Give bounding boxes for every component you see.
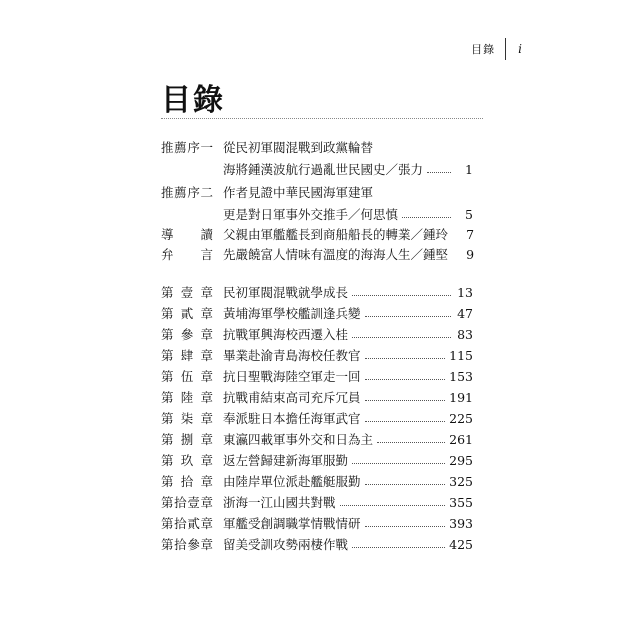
- toc-entry-title: 從民初軍閥混戰到政黨輪替: [223, 140, 374, 155]
- toc-entry-label: 第 陸 章: [161, 390, 213, 405]
- toc-chapter-row[interactable]: [161, 282, 473, 302]
- toc-entry-title: 黃埔海軍學校艦訓逢兵變: [223, 306, 361, 321]
- toc-chapter-row[interactable]: [161, 534, 473, 554]
- toc-chapter-row[interactable]: [161, 492, 473, 512]
- toc-page-number: 83: [457, 326, 473, 342]
- toc-page-number: 9: [466, 246, 475, 262]
- dot-leader: [377, 442, 445, 443]
- dot-leader: [352, 463, 445, 464]
- toc-entry-label: 第 拾 章: [161, 474, 213, 489]
- toc-entry-label: 第 拾 參 章: [161, 537, 213, 552]
- toc-entry-title: 抗戰軍興海校西遷入桂: [223, 327, 349, 342]
- toc-page-number: 425: [449, 536, 473, 552]
- toc-page-number: 191: [449, 389, 473, 405]
- toc-entry-title: 民初軍閥混戰就學成長: [223, 285, 349, 300]
- dot-leader: [352, 547, 445, 548]
- dot-leader: [365, 316, 451, 317]
- toc-entry-label: 推 薦 序 一: [161, 140, 213, 155]
- toc-page-number: 325: [449, 473, 473, 489]
- toc-entry-title: 更是對日軍事外交推手／何思慎: [223, 207, 399, 222]
- toc-chapter-row[interactable]: [161, 450, 473, 470]
- toc-entry-label: 第 拾 貳 章: [161, 516, 213, 531]
- toc-entry-title: 作者見證中華民國海軍建軍: [223, 185, 374, 200]
- dot-leader: [365, 526, 446, 527]
- header-divider: [505, 38, 506, 60]
- toc-entry-label: 第 捌 章: [161, 432, 213, 447]
- toc-entry-label: 第 玖 章: [161, 453, 213, 468]
- toc-chapter-row[interactable]: [161, 345, 473, 365]
- toc-entry-label: 第 壹 章: [161, 285, 213, 300]
- toc-entry-label: 第 拾 壹 章: [161, 495, 213, 510]
- toc-entry-title: 浙海一江山國共對戰: [223, 495, 336, 510]
- toc-entry-label: 第 貳 章: [161, 306, 213, 321]
- toc-page-number: 225: [449, 410, 473, 426]
- toc-chapter-row[interactable]: [161, 513, 473, 533]
- toc-entry-title: 由陸岸單位派赴艦艇服勤: [223, 474, 361, 489]
- toc-entry-title: 抗日聖戰海陸空軍走一回: [223, 369, 361, 384]
- toc-entry-title: 海將鍾漢波航行過亂世民國史／張力: [223, 162, 424, 177]
- toc-page-number: 393: [449, 515, 473, 531]
- toc-page-number: 7: [466, 226, 475, 242]
- dot-leader: [365, 484, 446, 485]
- toc-page-number: 47: [457, 305, 473, 321]
- toc-page-number: 115: [449, 347, 473, 363]
- toc-row[interactable]: [161, 224, 473, 244]
- toc-entry-title: 軍艦受創調職掌情戰情研: [223, 516, 361, 531]
- toc-entry-label: 推 薦 序 二: [161, 185, 213, 200]
- toc-entry-label: 第 伍 章: [161, 369, 213, 384]
- header-title: 目錄: [471, 43, 496, 56]
- toc-row[interactable]: [161, 244, 473, 264]
- toc-entry-label: 弁 言: [161, 247, 213, 262]
- dot-leader: [402, 217, 451, 218]
- toc-entry-title: 抗戰甫結束高司充斥冗員: [223, 390, 361, 405]
- toc-chapter-row[interactable]: [161, 324, 473, 344]
- toc-title: 目錄: [161, 83, 225, 118]
- toc-entry-title: 畢業赴渝青島海校任教官: [223, 348, 361, 363]
- toc-chapter-row[interactable]: [161, 429, 473, 449]
- toc-entry-title: 先嚴饒富人情味有溫度的海海人生／鍾堅: [223, 247, 449, 262]
- toc-chapter-row[interactable]: [161, 387, 473, 407]
- dot-leader: [427, 172, 451, 173]
- toc-page-number: 295: [449, 452, 473, 468]
- toc-entry-label: 第 柒 章: [161, 411, 213, 426]
- toc-row[interactable]: [161, 204, 473, 224]
- title-divider: [161, 118, 483, 119]
- toc-page-number: 13: [457, 284, 473, 300]
- toc-row[interactable]: [161, 137, 473, 157]
- toc-entry-title: 留美受訓攻勢兩棲作戰: [223, 537, 349, 552]
- toc-entry-title: 返左營歸建新海軍服勤: [223, 453, 349, 468]
- toc-row[interactable]: [161, 182, 473, 202]
- toc-entry-label: 導 讀: [161, 227, 213, 242]
- dot-leader: [365, 358, 446, 359]
- toc-entry-label: 第 參 章: [161, 327, 213, 342]
- toc-entry-title: 父親由軍艦艦長到商船船長的轉業／鍾玲: [223, 227, 449, 242]
- toc-entry-title: 東瀛四載軍事外交和日為主: [223, 432, 374, 447]
- toc-row[interactable]: [161, 159, 473, 179]
- toc-chapter-row[interactable]: [161, 471, 473, 491]
- dot-leader: [365, 421, 446, 422]
- toc-entry-label: 第 肆 章: [161, 348, 213, 363]
- toc-page-number: 5: [465, 206, 473, 222]
- toc-chapter-row[interactable]: [161, 366, 473, 386]
- dot-leader: [352, 295, 451, 296]
- toc-chapter-row[interactable]: [161, 408, 473, 428]
- dot-leader: [340, 505, 446, 506]
- toc-entry-title: 奉派駐日本擔任海軍武官: [223, 411, 361, 426]
- dot-leader: [365, 379, 446, 380]
- toc-page-number: 261: [449, 431, 473, 447]
- dot-leader: [365, 400, 446, 401]
- running-header: [471, 38, 522, 60]
- toc-page-number: 355: [449, 494, 473, 510]
- header-page-number: i: [518, 42, 522, 56]
- toc-page-number: 1: [465, 161, 473, 177]
- toc-page-number: 153: [449, 368, 473, 384]
- toc-chapter-row[interactable]: [161, 303, 473, 323]
- dot-leader: [352, 337, 451, 338]
